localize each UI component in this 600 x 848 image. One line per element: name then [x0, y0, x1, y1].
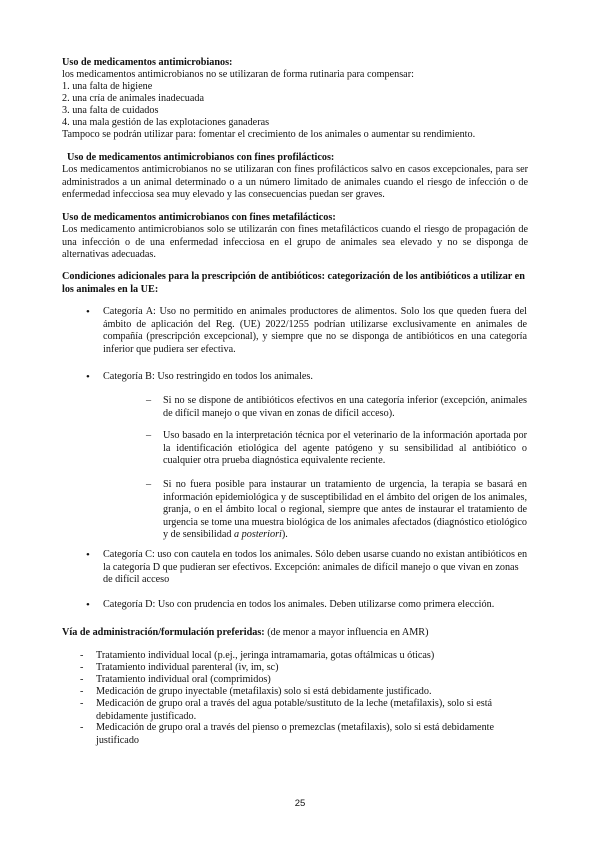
dash-icon: –: [146, 395, 152, 406]
category-a: Categoría A: Uso no permitido en animales productores de alimentos. Solo los que queden fuera del ámbito de aplicación del Reg. (UE) 2022/1255 podrían utilizarse exclusivamente en animales de compañía (prescripción excepcional), y siempre que no se disponga de antibióticos en una categoría inferior que pudiera ser efectiva.: [103, 306, 527, 355]
category-b: Categoría B: Uso restringido en todos los animales.: [103, 371, 313, 382]
category-b-condition: Uso basado en la interpretación técnica por el veterinario de la información aportada por la identificación etiológica del agente patógeno y su sensibilidad al antibiótico o cualquier otra prueba diagnóstica equivalente reciente.: [163, 430, 527, 467]
dash-icon: -: [80, 686, 84, 697]
via-heading-text: Vía de administración/formulación preferidas:: [62, 627, 265, 638]
list-item: Medicación de grupo inyectable (metafilaxis) solo si está debidamente justificado.: [96, 686, 432, 697]
section-heading-categorizacion: Condiciones adicionales para la prescripción de antibióticos: categorización de los antibióticos a utilizar en los animales en la UE:: [62, 271, 525, 295]
section-heading-profilacticos: Uso de medicamentos antimicrobianos con fines profilácticos:: [67, 152, 335, 163]
list-item: 3. una falta de cuidados: [62, 105, 159, 116]
category-d: Categoría D: Uso con prudencia en todos los animales. Deben utilizarse como primera elección.: [103, 599, 495, 610]
condition-end-text: ).: [281, 529, 288, 541]
bullet-icon: •: [86, 306, 90, 318]
section-heading-metafilacticos: Uso de medicamentos antimicrobianos con fines metafilácticos:: [62, 212, 336, 223]
condition-text: Si no fuera posible para instaurar un tratamiento de urgencia, la terapia se basará en información epidemiológica y de susceptibilidad en el ámbito del origen de los animales, granja, o en el ámbito local o regional, siempre que antes de instaurar el tratamiento de urgencia se tome una muestra biológica de los animales afectados (diagnóstico etiológico y de sensibilidad: [163, 479, 527, 541]
section-closing: Tampoco se podrán utilizar para: fomentar el crecimiento de los animales o aumentar su rendimiento.: [62, 129, 476, 140]
category-c: Categoría C: uso con cautela en todos los animales. Sólo deben usarse cuando no existan antibióticos en la categoría D que pudieran ser efectivos. Excepción: animales de difícil manejo o que vivan en zonas de difícil acceso: [103, 549, 528, 586]
dash-icon: -: [80, 662, 84, 673]
list-item: Tratamiento individual oral (comprimidos): [96, 674, 271, 685]
section-heading-uso: Uso de medicamentos antimicrobianos:: [62, 57, 233, 68]
bullet-icon: •: [86, 549, 90, 561]
page-number: 25: [294, 798, 306, 809]
via-heading-note: (de menor a mayor influencia en AMR): [264, 627, 429, 638]
category-b-condition: Si no se dispone de antibióticos efectivos en una categoría inferior (excepción, animales de difícil manejo o que vivan en zonas de difícil acceso).: [163, 395, 527, 419]
section-intro: los medicamentos antimicrobianos no se utilizaran de forma rutinaria para compensar:: [62, 69, 414, 80]
list-item: Tratamiento individual parenteral (iv, im, sc): [96, 662, 279, 673]
section-paragraph: Los medicamentos antimicrobianos no se utilizaran con fines profilácticos salvo en casos excepcionales, para ser administrados a un animal determinado o a un número limitado de animales cuando el riesgo de infección o de enfermedad infecciosa sea muy elevado y las consecuencias puedan ser graves.: [62, 164, 528, 201]
list-item: 2. una cría de animales inadecuada: [62, 93, 204, 104]
dash-icon: –: [146, 430, 152, 441]
section-heading-via: [62, 627, 429, 640]
list-item: Tratamiento individual local (p.ej., jeringa intramamaria, gotas oftálmicas u óticas): [96, 650, 435, 661]
bullet-icon: •: [86, 599, 90, 611]
list-item: Medicación de grupo oral a través del agua potable/sustituto de la leche (metafilaxis), solo si está debidamente justificado.: [96, 698, 493, 722]
dash-icon: -: [80, 674, 84, 685]
list-item: 4. una mala gestión de las explotaciones ganaderas: [62, 117, 270, 128]
dash-icon: -: [80, 650, 84, 661]
dash-icon: -: [80, 698, 84, 709]
bullet-icon: •: [86, 371, 90, 383]
condition-italic-text: a posteriori: [234, 529, 282, 541]
category-b-condition: [163, 479, 527, 542]
section-paragraph: Los medicamento antimicrobianos solo se utilizarán con fines metafilácticos cuando el riesgo de propagación de una infección o de una enfermedad infecciosa en el grupo de animales sea elevado y no se disponga de alternativas adecuadas.: [62, 224, 528, 261]
dash-icon: –: [146, 479, 152, 490]
list-item: 1. una falta de higiene: [62, 81, 153, 92]
list-item: Medicación de grupo oral a través del pienso o premezclas (metafilaxis), solo si está debidamente justificado: [96, 722, 495, 746]
dash-icon: -: [80, 722, 84, 733]
